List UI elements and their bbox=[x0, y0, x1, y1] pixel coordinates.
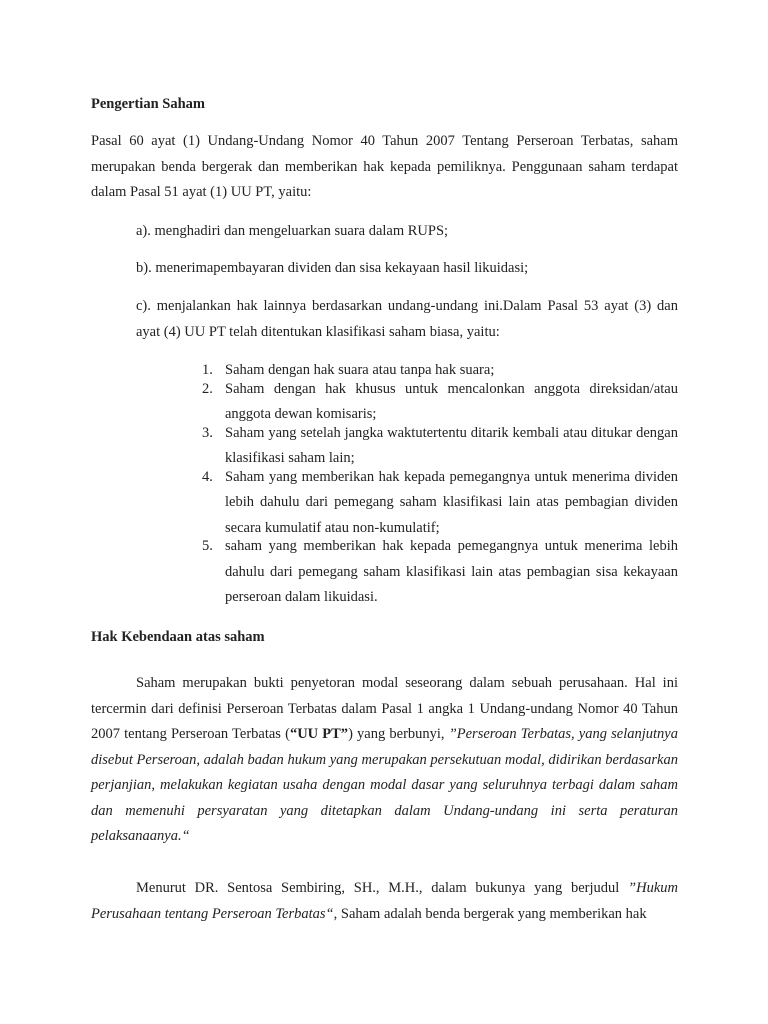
list-item-text: Saham yang setelah jangka waktutertentu ditarik kembali atau ditukar dengan klasifikasi saham lain; bbox=[225, 424, 678, 466]
paragraph-text: ) yang berbunyi, bbox=[348, 726, 449, 742]
list-item-text: saham yang memberikan hak kepada pemegangnya untuk menerima lebih dahulu dari pemegang saham klasifikasi lain atas pembagian sisa kekayaan perseroan dalam likuidasi. bbox=[225, 538, 678, 605]
list-item-text: Saham yang memberikan hak kepada pemegangnya untuk menerima dividen lebih dahulu dari pemegang saham klasifikasi lain atas pembagian dividen secara kumulatif atau non-kumulatif; bbox=[225, 468, 678, 536]
list-item-number: 1. bbox=[202, 362, 213, 378]
paragraph-text: , Saham adalah benda bergerak yang memberikan hak bbox=[333, 905, 647, 922]
section-heading-pengertian-saham: Pengertian Saham bbox=[91, 96, 205, 112]
list-item-number: 2. bbox=[202, 380, 213, 397]
list-item-text: Saham dengan hak suara atau tanpa hak suara; bbox=[225, 362, 495, 378]
list-item bbox=[202, 534, 678, 611]
uu-pt-abbreviation: “UU PT” bbox=[289, 726, 349, 742]
list-item-number: 5. bbox=[202, 538, 213, 554]
list-item-number: 4. bbox=[202, 468, 213, 485]
usage-item-b: b). menerimapembayaran dividen dan sisa kekayaan hasil likuidasi; bbox=[136, 260, 529, 276]
paragraph-hak-kebendaan bbox=[91, 671, 678, 850]
book-title: ”Hukum Perusahaan tentang Perseroan Terbatas“ bbox=[91, 880, 678, 922]
list-item-text: Saham dengan hak khusus untuk mencalonkan anggota direksidan/atau anggota dewan komisaris; bbox=[225, 380, 678, 422]
intro-paragraph: Pasal 60 ayat (1) Undang-Undang Nomor 40 Tahun 2007 Tentang Perseroan Terbatas, saham merupakan benda bergerak dan memberikan hak kepada pemiliknya. Penggunaan saham terdapat dalam Pasal 51 ayat (1) UU PT, yaitu: bbox=[91, 133, 678, 200]
paragraph-text: Menurut DR. Sentosa Sembiring, SH., M.H., dalam bukunya yang berjudul bbox=[136, 880, 629, 896]
list-item-number: 3. bbox=[202, 424, 213, 441]
share-classification-list bbox=[202, 358, 678, 611]
usage-item-a: a). menghadiri dan mengeluarkan suara dalam RUPS; bbox=[136, 223, 449, 239]
legal-definition-quote: ”Perseroan Terbatas, yang selanjutnya disebut Perseroan, adalah badan hukum yang merupakan persekutuan modal, didirikan berdasarkan perjanjian, melakukan kegiatan usaha dengan modal dasar yang seluruhnya terbagi dalam saham dan memenuhi persyaratan yang ditetapkan dalam Undang-undang ini serta peraturan pelaksanaanya.“ bbox=[91, 726, 678, 844]
paragraph-menurut bbox=[91, 876, 678, 927]
section-heading-hak-kebendaan: Hak Kebendaan atas saham bbox=[91, 629, 265, 645]
usage-item-c: c). menjalankan hak lainnya berdasarkan undang-undang ini.Dalam Pasal 53 ayat (3) dan ayat (4) UU PT telah ditentukan klasifikasi saham biasa, yaitu: bbox=[136, 298, 678, 340]
list-item bbox=[202, 465, 678, 542]
paragraph-text: Saham merupakan bukti penyetoran modal seseorang dalam sebuah perusahaan. Hal ini tercermin dari definisi Perseroan Terbatas dalam Pasal 1 angka 1 Undang-undang Nomor 40 Tahun 2007 tentang Perseroan Terbatas ( bbox=[91, 675, 678, 742]
